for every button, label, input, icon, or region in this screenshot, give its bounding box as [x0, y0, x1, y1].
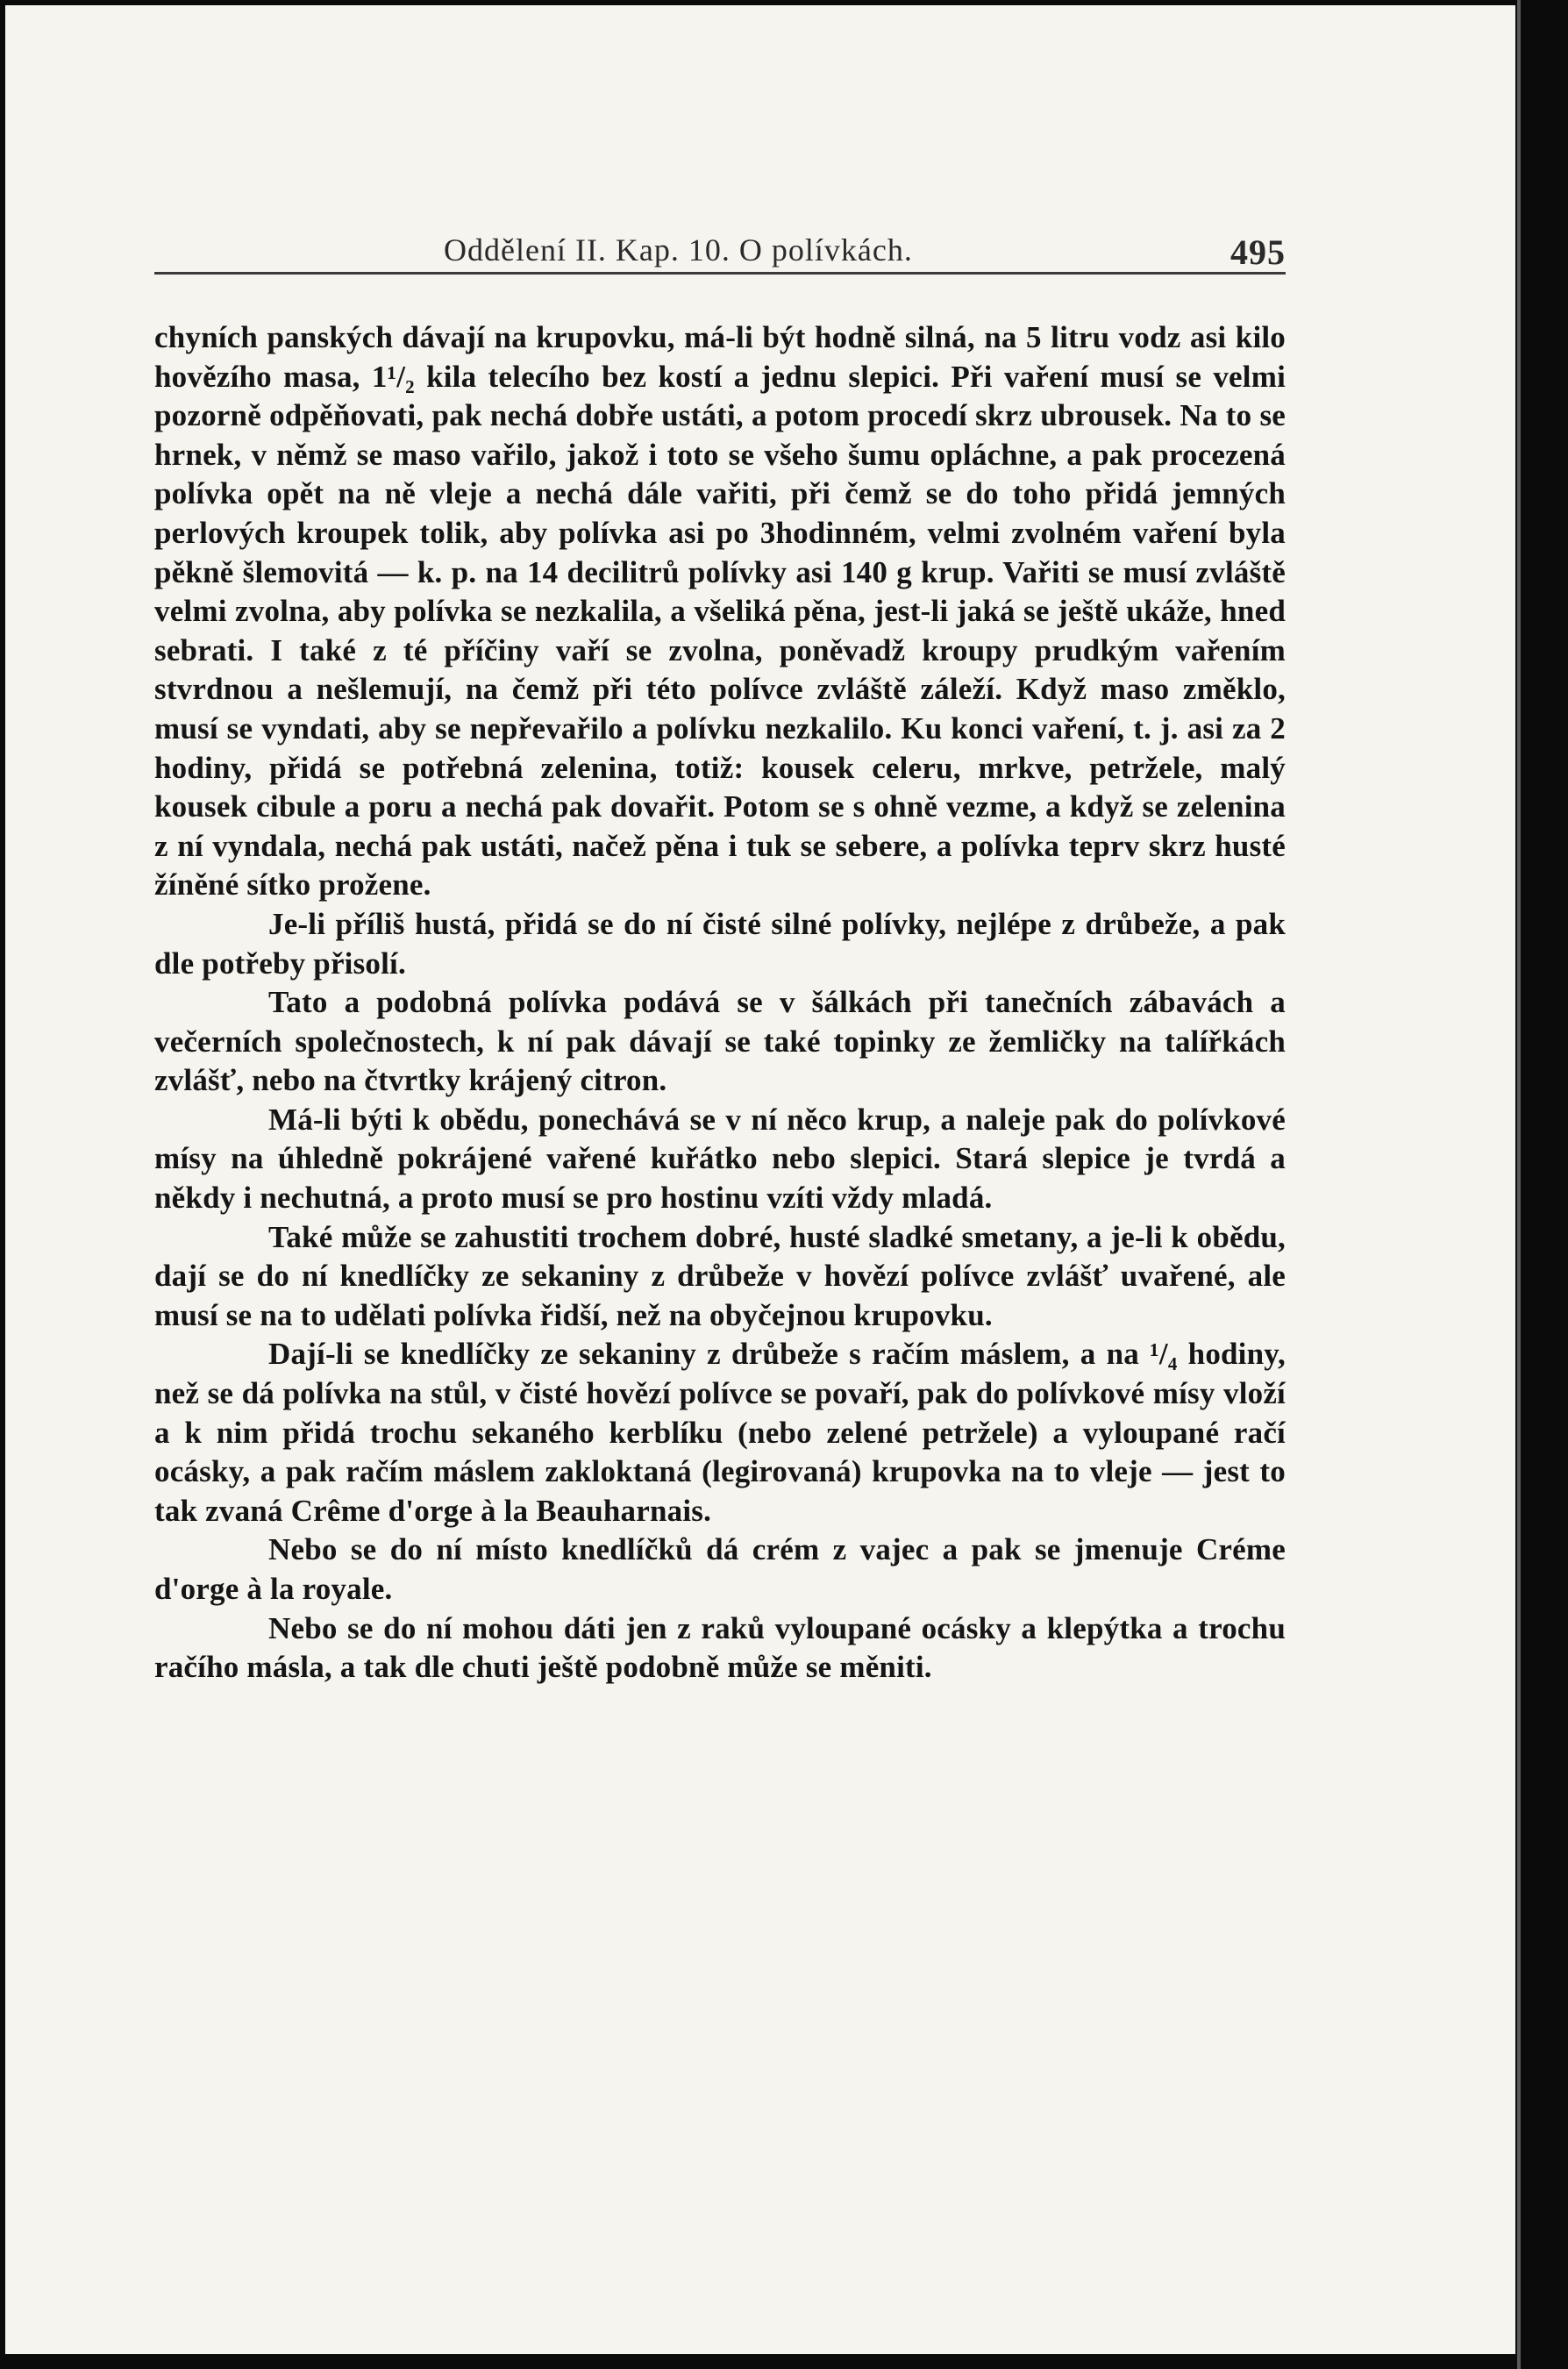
page-edge-line [1517, 0, 1521, 2369]
paragraph: Dají-li se knedlíčky ze sekaniny z drůbeže s račím máslem, a na ¹/₄ hodiny, než se dá polívka na stůl, v čisté hovězí polívce se povaří, pak do polívkové mísy vloží a k nim přidá trochu sekaného kerblíku (nebo zelené petržele) a vyloupané račí ocásky, a pak račím máslem zakloktaná (legirovaná) krupovka na to vleje — jest to tak zvaná Crême d'orge à la Beauharnais. [154, 1337, 1286, 1528]
paragraph: Nebo se do ní místo knedlíčků dá crém z vajec a pak se jmenuje Créme d'orge à la royale. [154, 1532, 1286, 1606]
paragraph: Tato a podobná polívka podává se v šálkách při tanečních zábavách a večerních společnostech, k ní pak dávají se také topinky ze žemličky na talířkách zvlášť, nebo na čtvrtky krájený citron. [154, 985, 1286, 1098]
book-page [5, 5, 1515, 2354]
paragraph: Nebo se do ní mohou dáti jen z raků vyloupané ocásky a klepýtka a trochu račího másla, a tak dle chuti ještě podobně může se měniti. [154, 1610, 1286, 1685]
scan-border [1515, 0, 1568, 2369]
page-number: 495 [1230, 232, 1286, 272]
paragraph-continued: chyních panských dávají na krupovku, má-li být hodně silná, na 5 litru vodz asi kilo hovězího masa, 1¹/₂ kila telecího bez kostí a jednu slepici. Při vaření musí se velmi pozorně odpěňovati, pak nechá dobře ustáti, a potom procedí skrz ubrousek. Na to se hrnek, v němž se maso vařilo, jakož i toto se všeho šumu opláchne, a pak procezená polívka opět na ně vleje a nechá dále vařiti, při čemž se do toho přidá jemných perlových kroupek tolik, aby polívka asi po 3hodinném, velmi zvolném vaření byla pěkně šlemovitá — k. p. na 14 decilitrů polívky asi 140 g krup. Vařiti se musí zvláště velmi zvolna, aby polívka se nezkalila, a všeliká pěna, jest-li jaká se ještě ukáže, hned sebrati. I také z té příčiny vaří se zvolna, poněvadž kroupy prudkým vařením stvrdnou a nešlemují, na čemž při této polívce zvláště záleží. Když maso změklo, musí se vyndati, aby se nepřevařilo a polívku nezkalilo. Ku konci vaření, t. j. asi za 2 hodiny, přidá se potřebná zelenina, totiž: kousek celeru, mrkve, petržele, malý kousek cibule a poru a nechá pak dovařit. Potom se s ohně vezme, a když se zelenina z ní vyndala, nechá pak ustáti, načež pěna i tuk se sebere, a polívka teprv skrz husté žíněné sítko prožene. [154, 320, 1286, 903]
page-body [154, 318, 1286, 1688]
paragraph: Je-li příliš hustá, přidá se do ní čisté silné polívky, nejlépe z drůbeže, a pak dle potřeby přisolí. [154, 906, 1286, 981]
paragraph: Také může se zahustiti trochem dobré, husté sladké smetany, a je-li k obědu, dají se do ní knedlíčky ze sekaniny z drůbeže v hovězí polívce zvlášť uvařené, ale musí se na to udělati polívka řidší, než na obyčejnou krupovku. [154, 1219, 1286, 1332]
paragraph: Má-li býti k obědu, ponechává se v ní něco krup, a naleje pak do polívkové mísy na úhledně pokrájené vařené kuřátko nebo slepici. Stará slepice je tvrdá a někdy i nechutná, a proto musí se pro hostinu vzíti vždy mladá. [154, 1102, 1286, 1216]
running-title: Oddělení II. Kap. 10. O polívkách. [444, 232, 913, 268]
page-header [154, 232, 1286, 275]
